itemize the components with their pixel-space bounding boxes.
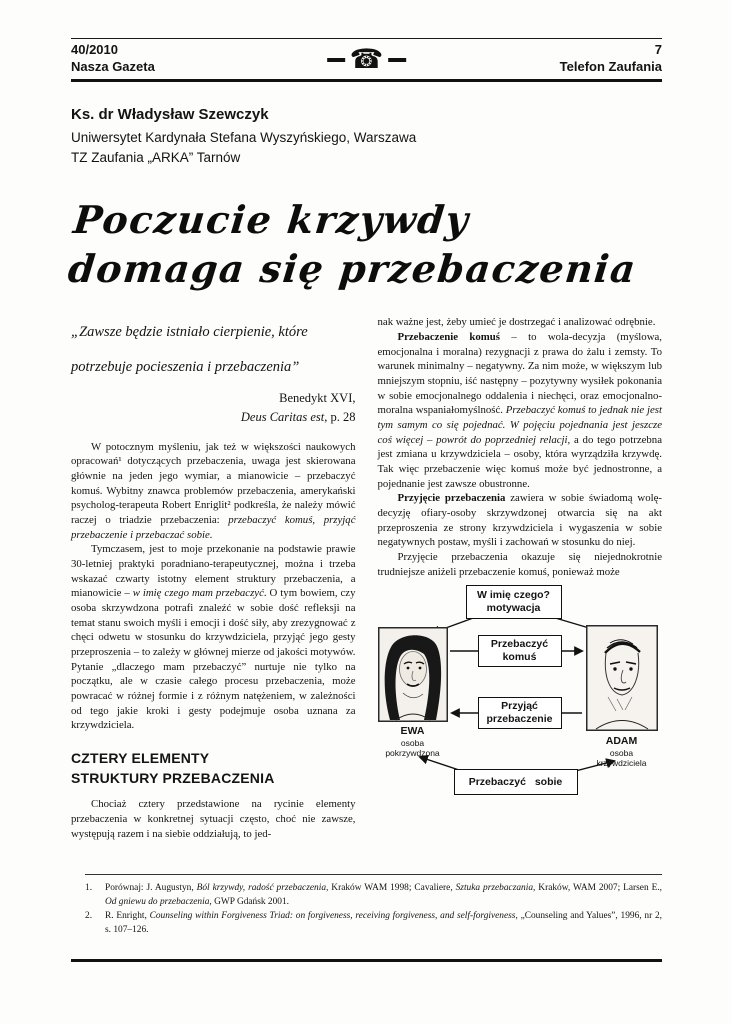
ewa-name: EWA xyxy=(400,725,425,738)
footnotes-block xyxy=(71,874,662,937)
article-title-line-1: Poczucie krzywdy xyxy=(71,196,472,242)
motivation-line-2: motywacja xyxy=(486,602,541,615)
masthead-left: Nasza Gazeta xyxy=(71,59,155,74)
page-header xyxy=(71,38,662,82)
section-heading xyxy=(71,749,356,788)
paragraph: Chociaż cztery przedstawione na rycinie elementy przebaczenia w konkretnej sytuacji często, choć nie zawsze, występują razem i na siebie oddziałują, to jed- xyxy=(71,798,356,840)
epigraph-line-1: „Zawsze będzie istniało cierpienie, które xyxy=(71,324,308,341)
adam-role-line-1: osoba xyxy=(609,747,634,758)
attribution-line-1: Benedykt XVI, xyxy=(279,390,356,405)
footnote-2-number: 2. xyxy=(85,911,93,922)
diagram-box-forgive-self xyxy=(454,769,578,795)
diagram-box-accept-forgiveness xyxy=(478,697,562,729)
paragraph: Przyjęcie przebaczenia zawiera w sobie świadomą wolę-decyzję ofiary-osoby skrzywdzonej otwarcia się na akt przeproszenia ze strony krzywdziciela i wygaszenia w sobie negatywnych postaw, myśli i zachowań w stosunku do niej. xyxy=(377,492,662,549)
accept-line-2: przebaczenie xyxy=(486,713,553,726)
header-thick-rule xyxy=(71,79,662,82)
ewa-portrait-image xyxy=(378,627,448,722)
footnote-1 xyxy=(71,881,662,909)
diagram-box-motivation xyxy=(466,585,562,619)
ewa-caption xyxy=(374,725,452,758)
footnote-2 xyxy=(71,909,662,937)
article-columns xyxy=(71,315,662,841)
author-affiliation-1: Uniwersytet Kardynała Stefana Wyszyńskiego, Warszawa xyxy=(71,130,417,145)
header-phone-ornament xyxy=(327,46,407,73)
adam-portrait-image xyxy=(586,625,658,731)
epigraph-quote xyxy=(71,315,356,385)
epigraph-line-2: potrzebuje pocieszenia i przebaczenia” xyxy=(71,359,300,376)
accept-line-1: Przyjąć xyxy=(501,700,538,713)
forgiveness-diagram xyxy=(378,585,662,799)
diagram-box-forgive-someone xyxy=(478,635,562,667)
section-heading-line-1: CZTERY ELEMENTY xyxy=(71,750,210,767)
article-title xyxy=(66,195,667,294)
paragraph: nak ważne jest, żeby umieć je dostrzegać i analizować odrębnie. xyxy=(377,316,656,329)
section-heading-line-2: STRUKTURY PRZEBACZENIA xyxy=(71,769,275,786)
paragraph: Przyjęcie przebaczenia okazuje się niejednokrotnie trudniejsze aniżeli przebaczenie komuś, ponieważ może xyxy=(377,551,662,578)
forgive-line-2: komuś xyxy=(502,651,537,664)
footnote-rule xyxy=(85,874,662,875)
adam-name: ADAM xyxy=(605,735,638,748)
forgive-self-label: Przebaczyć sobie xyxy=(468,775,563,788)
page-bottom-rule xyxy=(71,959,662,962)
author-affiliation-2: TZ Zaufania „ARKA” Tarnów xyxy=(71,150,241,166)
author-name: Ks. dr Władysław Szewczyk xyxy=(71,106,269,123)
paragraph: Tymczasem, jest to moje przekonanie na podstawie prawie 30-letniej praktyki poradniano-terapeutycznej, można i trzeba wskazać czwarty istotny element struktury przebaczenia, a mianowicie – w imię czego mam przebaczyć. O tym bowiem, czy osoba skrzywdzona potrafi znaleźć w sobie dość refleksji na temat stanu swoich myśli i emocji i dość siły, aby zrezygnować z chęci odwetu w stosunku do krzywdziciela, przyjąć jego gesty przeproszenia – to zależy w głównej mierze od jakości motywów. Pytanie „dlaczego mam przebaczyć” nurtuje nie tylko na początku, ale w czasie całego procesu przebaczenia, może powracać w różnej formie i z różnym natężeniem, w zależności od tego jakie kroki i gesty podejmuje osoba uznana za krzywdziciela. xyxy=(71,543,356,732)
footnote-1-text: Porównaj: J. Augustyn, Ból krzywdy, radość przebaczenia, Kraków WAM 1998; Cavaliere, Sztuka przebaczania, Kraków, WAM 2007; Larsen E., Od gniewu do przebaczenia, GWP Gdańsk 2001. xyxy=(105,883,663,908)
article-title-line-2: domaga się przebaczenia xyxy=(66,245,639,291)
right-column xyxy=(378,315,663,841)
author-block xyxy=(71,106,662,169)
attribution-line-2: Deus Caritas est, p. 28 xyxy=(240,410,356,425)
adam-role-line-2: krzywdziciela xyxy=(596,758,647,769)
phone-left-bar xyxy=(327,58,345,62)
left-column xyxy=(71,315,356,841)
phone-right-bar xyxy=(388,58,406,62)
paragraph: Przebaczenie komuś – to wola-decyzja (myślowa, emocjonalna i moralna) rezygnacji z prawa do żalu i zemsty. To warunek minimalny – negatywny. Za nim może, w większym lub mniejszym stopniu, iść następny – pozytywny wysiłek pokonania w sobie emocjonalnego oddalenia i niechęci, oraz emocjonalno-moralna wspaniałomyślność. Przebaczyć komuś to jednak nie jest tym samym co się pojednać. W pojęciu pojednania jest jeszcze coś więcej – powrót do poprzedniej relacji, a do tego potrzebna jest zmiana u krzywdziciela – osoby, która wyrządziła krzywdę. Tak więc przebaczenie więc komuś może być jednostronne, a pojednanie jest zawsze obustronne. xyxy=(377,330,663,490)
masthead-right: Telefon Zaufania xyxy=(559,59,662,74)
ewa-role-line-1: osoba xyxy=(400,737,425,748)
page-number: 7 xyxy=(654,42,662,57)
forgive-line-1: Przebaczyć xyxy=(490,638,549,651)
epigraph-attribution xyxy=(71,389,356,428)
telephone-icon: ☎ xyxy=(349,44,384,74)
paragraph: W potocznym myśleniu, jak też w większości naukowych opracowań¹ dotyczących przebaczenia, uwaga jest skierowana głównie na jeden jego wymiar, a mianowicie – przebaczyć komuś. Wybitny znawca problemów przebaczenia, amerykański psycholog-terapeuta Robert Enriglit² podkreśla, że należy mówić raczej o triadzie przebaczenia: przebaczyć komuś, przyjąć przebaczenie i przebaczać sobie. xyxy=(71,440,356,541)
issue-number: 40/2010 xyxy=(71,42,118,57)
adam-caption xyxy=(582,735,662,768)
footnote-2-text: R. Enright, Counseling within Forgiveness Triad: on forgiveness, receiving forgiveness, and self-forgiveness, „Counseling and Yalues”, 1996, nr 2, s. 107–126. xyxy=(105,911,663,936)
motivation-line-1: W imię czego? xyxy=(477,589,550,602)
footnote-1-number: 1. xyxy=(85,883,93,893)
ewa-role-line-2: pokrzywdzona xyxy=(385,748,440,759)
